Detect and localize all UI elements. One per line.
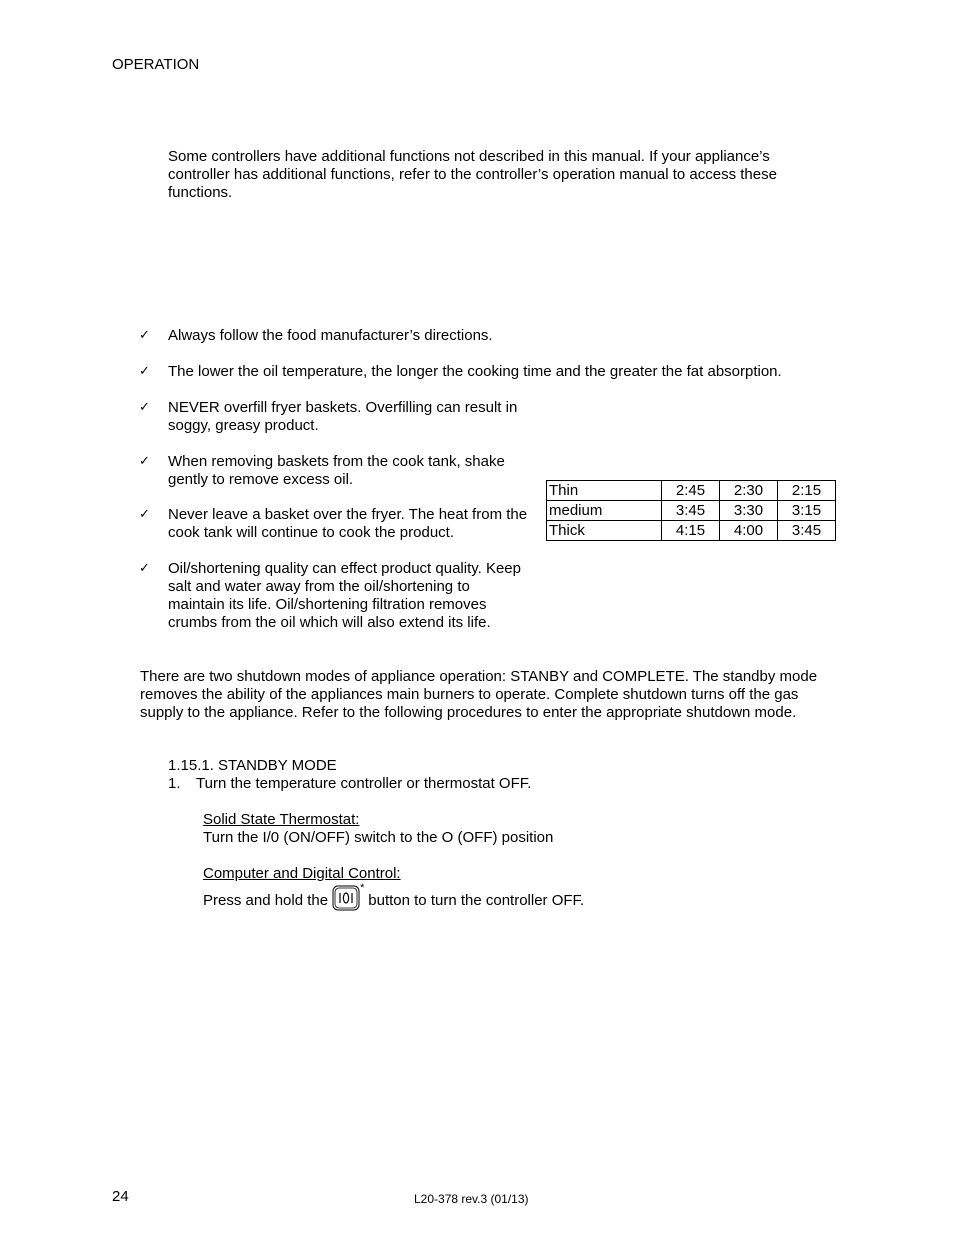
checkmark-icon: ✓ [139, 507, 150, 522]
table-cell: 3:45 [662, 501, 720, 521]
checkmark-icon: ✓ [139, 328, 150, 343]
table-cell: Thin [547, 481, 662, 501]
table-cell: 2:45 [662, 481, 720, 501]
tip-item: The lower the oil temperature, the longer the cooking time and the greater the fat absorption. [168, 363, 782, 380]
solid-state-instruction: Turn the I/0 (ON/OFF) switch to the O (OFF) position [203, 829, 554, 846]
computer-control-instruction [203, 882, 585, 912]
document-id: L20-378 rev.3 (01/13) [414, 1192, 529, 1206]
step-number: 1. [168, 775, 181, 792]
tip-item: NEVER overfill fryer baskets. Overfilling can result in soggy, greasy product. [168, 399, 518, 434]
table-row [547, 521, 836, 541]
shutdown-intro: There are two shutdown modes of appliance operation: STANBY and COMPLETE. The standby mode removes the ability of the appliances main burners to operate. Complete shutdown turns off the gas supply to the appliance. Refer to the following procedures to enter the appropriate shutdown mode. [140, 668, 818, 721]
power-button-icon [332, 882, 365, 912]
section-header: OPERATION [112, 56, 200, 73]
checkmark-icon: ✓ [139, 364, 150, 379]
step-text: Turn the temperature controller or thermostat OFF. [196, 775, 532, 792]
controller-note: Some controllers have additional functions not described in this manual. If your appliance’s controller has additional functions, refer to the controller’s operation manual to access these functions. [168, 148, 777, 201]
computer-control-heading: Computer and Digital Control: [203, 865, 401, 882]
cooking-time-table [546, 480, 836, 541]
tip-item: Always follow the food manufacturer’s directions. [168, 327, 493, 344]
page-number: 24 [112, 1188, 129, 1205]
tip-item: When removing baskets from the cook tank, shake gently to remove excess oil. [168, 453, 505, 488]
table-cell: 4:15 [662, 521, 720, 541]
checkmark-icon: ✓ [139, 561, 150, 576]
table-cell: 3:15 [778, 501, 836, 521]
button-asterisk: * [360, 882, 365, 894]
checkmark-icon: ✓ [139, 400, 150, 415]
table-cell: Thick [547, 521, 662, 541]
table-cell: 4:00 [720, 521, 778, 541]
solid-state-heading: Solid State Thermostat: [203, 811, 360, 828]
table-cell: 3:45 [778, 521, 836, 541]
checkmark-icon: ✓ [139, 454, 150, 469]
table-cell: 2:30 [720, 481, 778, 501]
tip-item: Never leave a basket over the fryer. The heat from the cook tank will continue to cook the product. [168, 506, 528, 541]
instruction-text-before: Press and hold the [203, 891, 329, 909]
table-row [547, 481, 836, 501]
standby-mode-heading: 1.15.1. STANDBY MODE [168, 757, 337, 774]
table-cell: 2:15 [778, 481, 836, 501]
instruction-text-after: button to turn the controller OFF. [368, 891, 585, 909]
table-row [547, 501, 836, 521]
table-cell: medium [547, 501, 662, 521]
table-cell: 3:30 [720, 501, 778, 521]
tip-item: Oil/shortening quality can effect product quality. Keep salt and water away from the oil/shortening to maintain its life. Oil/shortening filtration removes crumbs from the oil which will also extend its life. [168, 560, 521, 631]
